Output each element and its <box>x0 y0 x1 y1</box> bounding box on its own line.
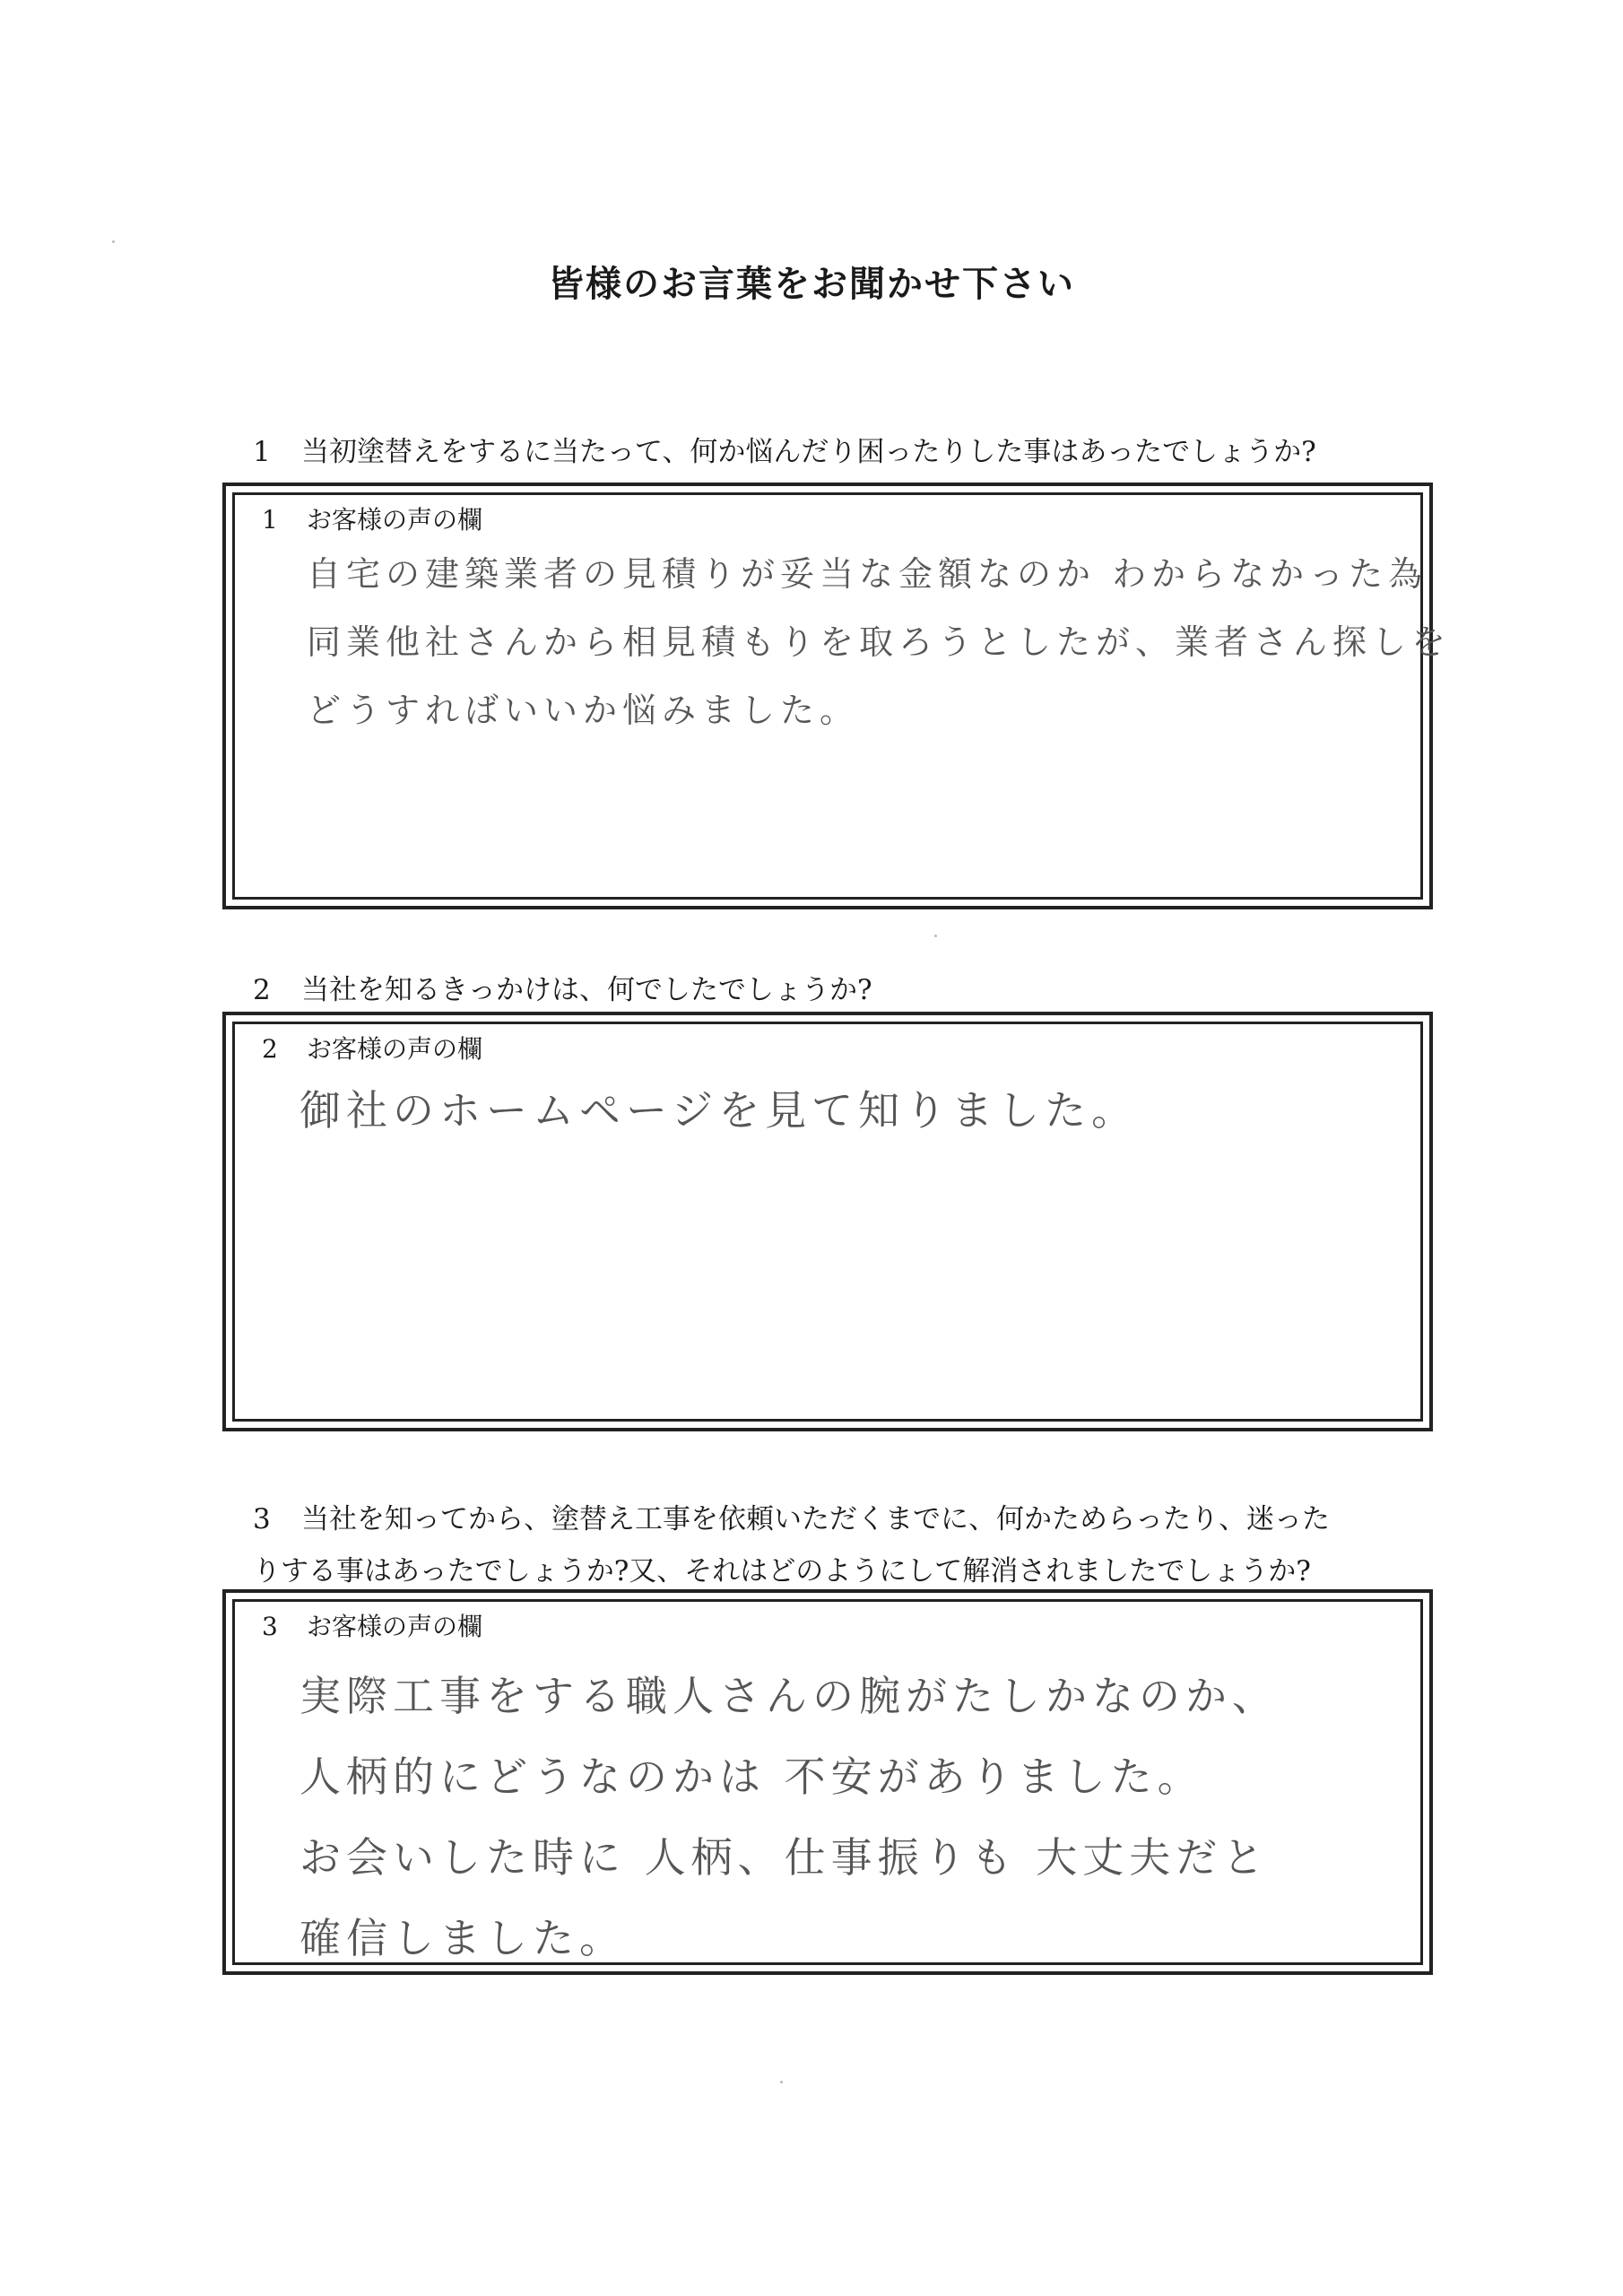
question-number: 1 <box>253 436 271 468</box>
box-label-text: お客様の声の欄 <box>307 1612 483 1641</box>
answer-line: お会いした時に 人柄、仕事振りも 大丈夫だと <box>299 1833 1270 1882</box>
answer-line: 同業他社さんから相見積もりを取ろうとしたが、業者さん探しを <box>307 622 1452 662</box>
handwritten-answer <box>307 540 1451 744</box>
answer-line: 自宅の建築業者の見積りが妥当な金額なのか わからなかった為 <box>307 554 1428 594</box>
box-number: 1 <box>262 505 278 535</box>
answer-box-2 <box>222 1012 1433 1431</box>
answer-line: 御社のホームページを見て知りました。 <box>299 1086 1139 1135</box>
answer-line: どうすればいいか悩みました。 <box>307 691 860 730</box>
box-label <box>262 504 482 536</box>
question-2 <box>253 964 872 1016</box>
answer-line: 人柄的にどうなのかは 不安がありました。 <box>299 1752 1204 1801</box>
box-label-text: お客様の声の欄 <box>307 505 483 535</box>
answer-box-inner <box>232 1599 1423 1965</box>
box-number: 3 <box>262 1612 278 1641</box>
answer-line: 確信しました。 <box>299 1914 626 1962</box>
question-number: 3 <box>253 1503 271 1535</box>
question-3 <box>253 1493 1330 1597</box>
question-text-line-2: りする事はあったでしょうか?又、それはどのようにして解消されましたでしょうか? <box>253 1555 1311 1587</box>
answer-box-1 <box>222 483 1452 909</box>
scan-speck <box>112 240 115 243</box>
question-text: 当社を知るきっかけは、何でしたでしょうか? <box>301 974 872 1006</box>
question-text: 当初塗替えをするに当たって、何か悩んだり困ったりした事はあったでしょうか? <box>301 436 1316 468</box>
box-label-text: お客様の声の欄 <box>307 1034 483 1064</box>
answer-box-3 <box>222 1589 1433 1975</box>
handwritten-answer <box>299 1076 1138 1144</box>
answer-box-inner <box>232 492 1452 900</box>
question-text-line-1: 当社を知ってから、塗替え工事を依頼いただくまでに、何かためらったり、迷った <box>301 1503 1330 1535</box>
scan-speck <box>934 935 937 937</box>
box-number: 2 <box>262 1034 278 1064</box>
box-label <box>262 1033 482 1065</box>
question-number: 2 <box>253 974 271 1006</box>
page-title: 皆様のお言葉をお聞かせ下さい <box>548 263 1075 305</box>
answer-line: 実際工事をする職人さんの腕がたしかなのか、 <box>299 1672 1279 1720</box>
answer-box-inner <box>232 1022 1423 1422</box>
handwritten-answer <box>299 1656 1279 1979</box>
scan-speck <box>780 2081 783 2083</box>
question-1 <box>253 426 1316 478</box>
box-label <box>262 1611 482 1643</box>
